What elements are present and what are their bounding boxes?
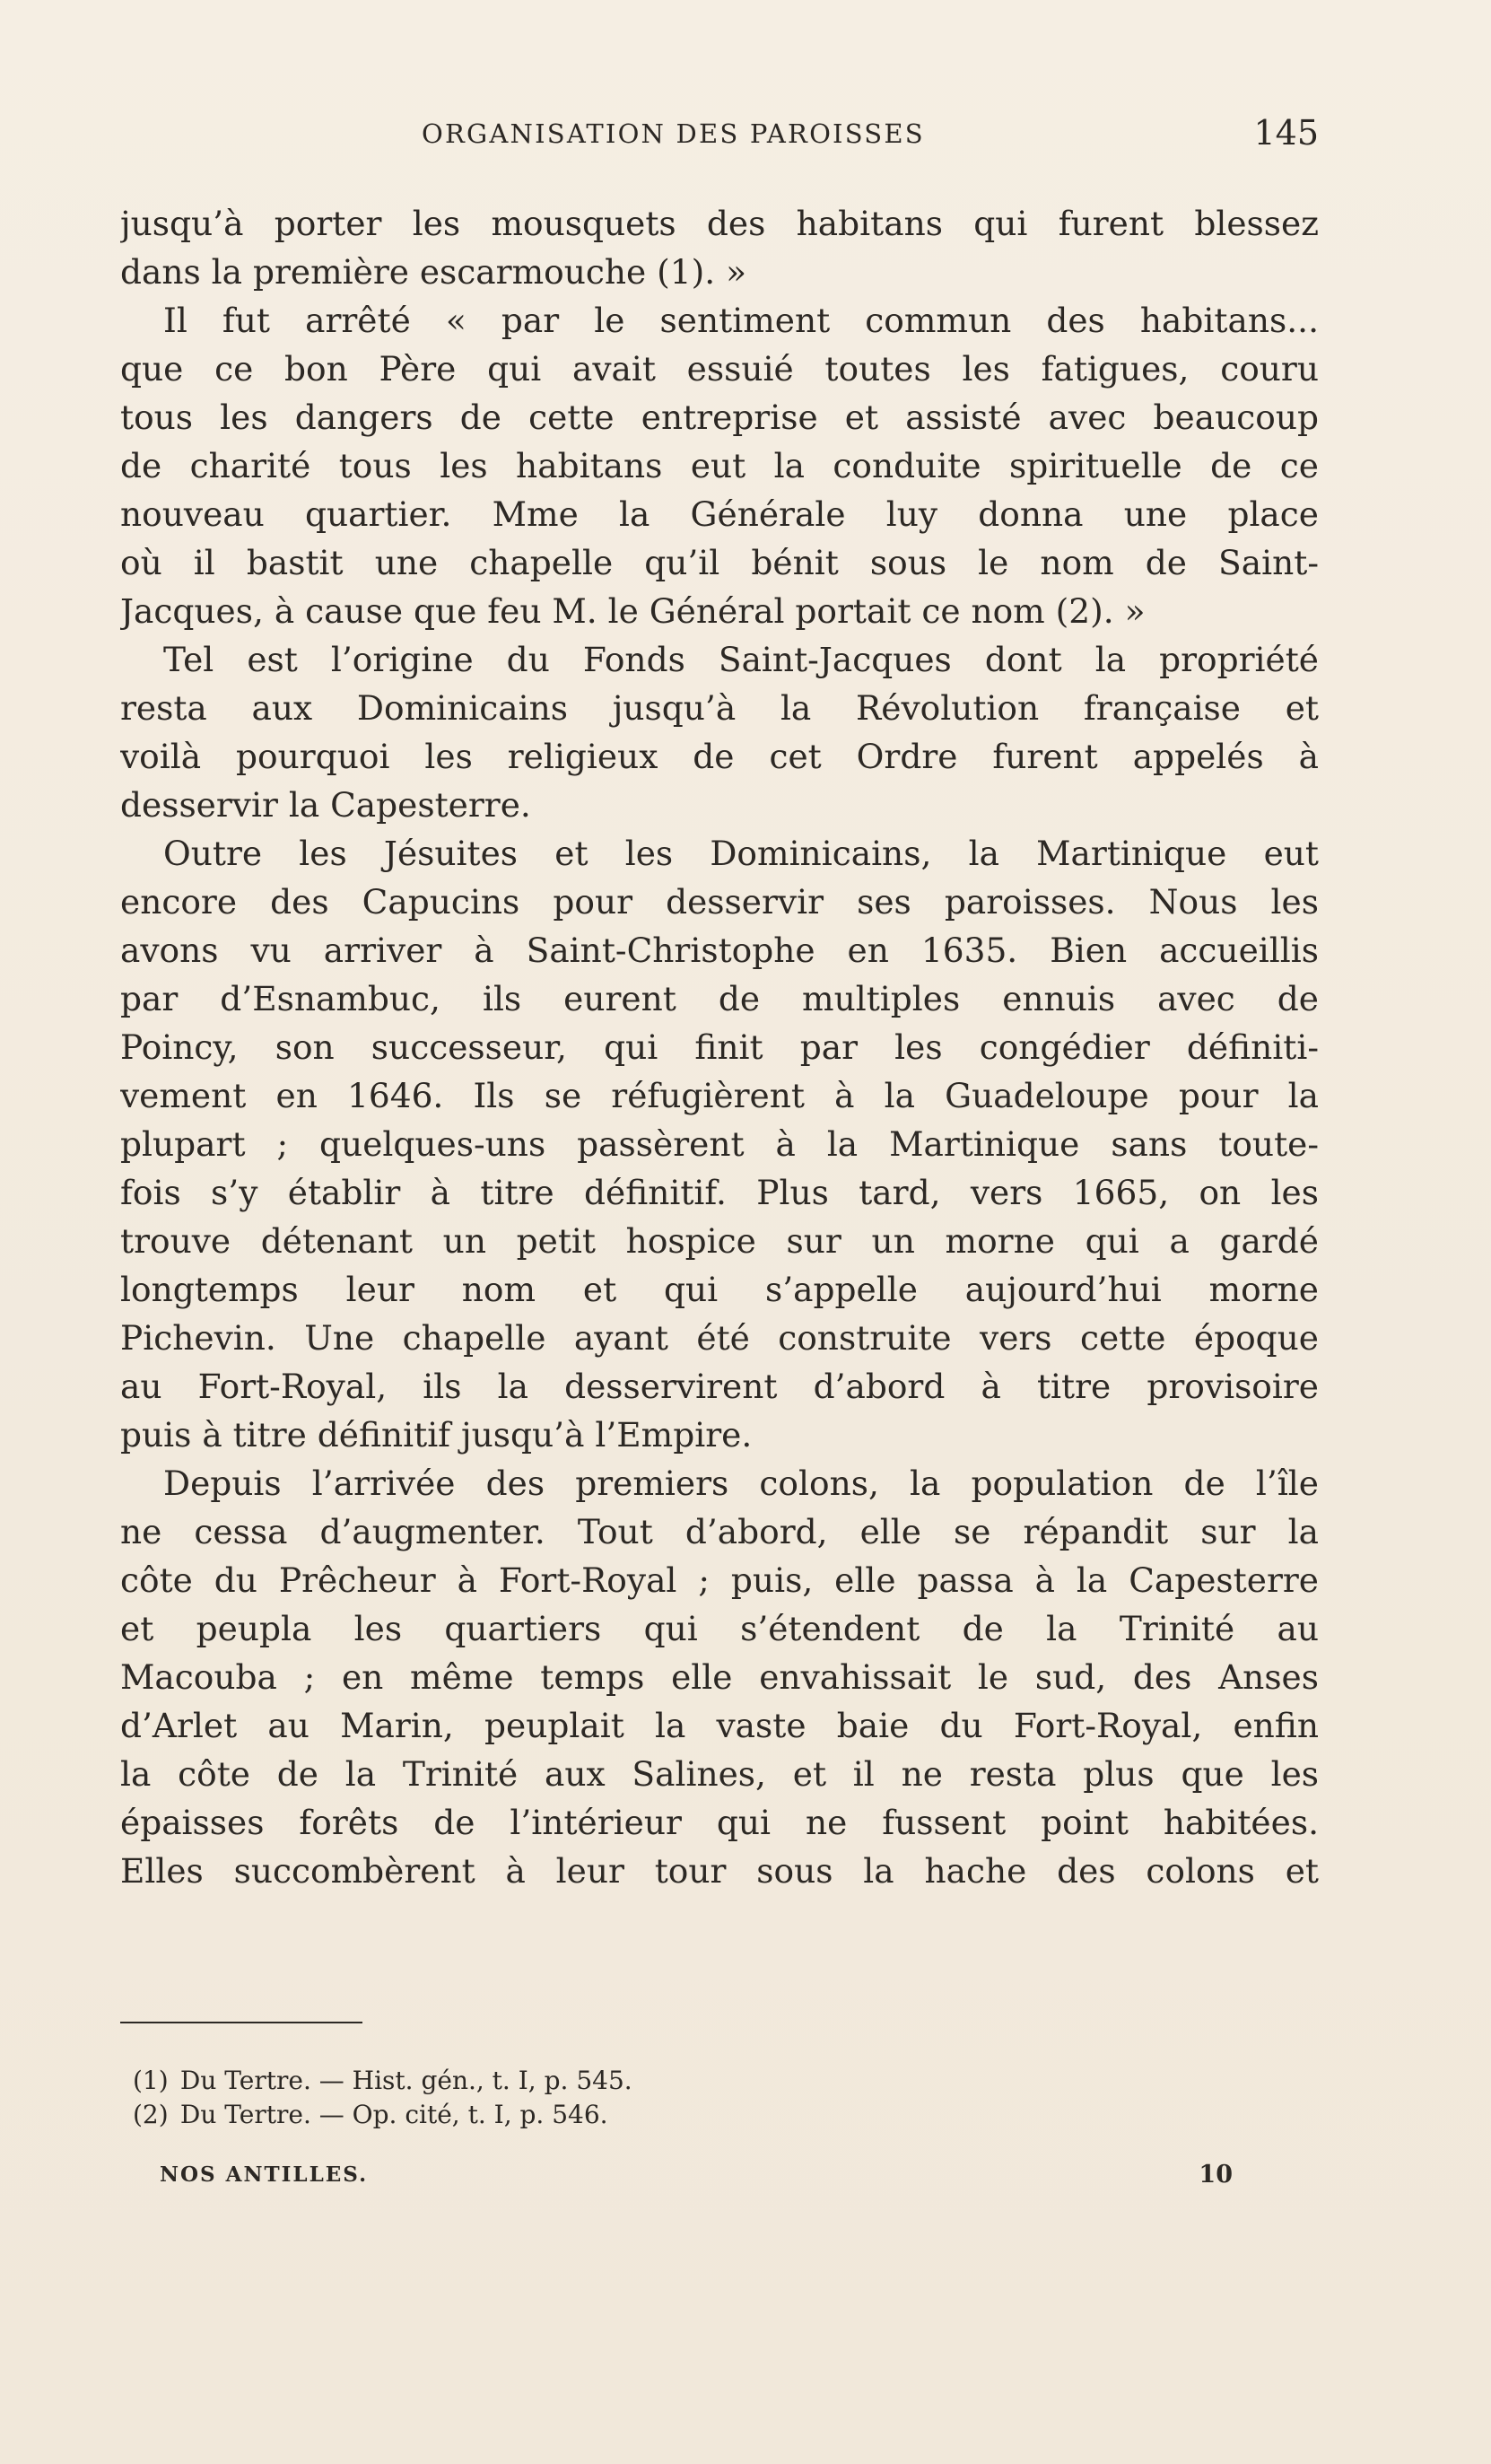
signature-number: 10 [1199, 2161, 1233, 2189]
text-line: Jacques, à cause que feu M. le Général portait ce nom (2). » [120, 591, 1146, 631]
text-line: par d’Esnambuc, ils eurent de multiples ennuis avec de [120, 979, 1319, 1018]
text-line: plupart ; quelques-uns passèrent à la Martinique sans toute- [120, 1124, 1319, 1164]
paragraph-start-line: Tel est l’origine du Fonds Saint-Jacques dont la propriété [163, 640, 1319, 679]
footnote-2 [133, 2098, 940, 2132]
text-line: tous les dangers de cette entreprise et assisté avec beaucoup [120, 398, 1319, 437]
paragraph-start-line: Outre les Jésuites et les Dominicains, la Martinique eut [163, 834, 1319, 873]
text-line: Pichevin. Une chapelle ayant été construite vers cette époque [120, 1318, 1319, 1358]
text-line: de charité tous les habitans eut la conduite spirituelle de ce [120, 446, 1319, 485]
text-line: côte du Prêcheur à Fort-Royal ; puis, elle passa à la Capesterre [120, 1560, 1319, 1600]
text-line: Poincy, son successeur, qui finit par les congédier définiti- [120, 1027, 1319, 1067]
text-line: fois s’y établir à titre définitif. Plus tard, vers 1665, on les [120, 1173, 1319, 1212]
running-title: ORGANISATION DES PAROISSES [422, 118, 925, 149]
text-line: voilà pourquoi les religieux de cet Ordre furent appelés à [120, 737, 1319, 776]
footnote-number: (2) [133, 2100, 169, 2129]
text-line: dans la première escarmouche (1). » [120, 252, 747, 292]
text-line: où il bastit une chapelle qu’il bénit sous le nom de Saint- [120, 543, 1319, 582]
text-line: resta aux Dominicains jusqu’à la Révolution française et [120, 688, 1319, 728]
text-line: desservir la Capesterre. [120, 785, 531, 825]
footnote-text: Du Tertre. — Hist. gén., t. I, p. 545. [179, 2066, 632, 2095]
text-line: nouveau quartier. Mme la Générale luy donna une place [120, 494, 1319, 534]
text-line: et peupla les quartiers qui s’étendent de la Trinité au [120, 1609, 1319, 1648]
text-line: puis à titre définitif jusqu’à l’Empire. [120, 1415, 753, 1455]
text-line: d’Arlet au Marin, peuplait la vaste baie du Fort-Royal, enfin [120, 1706, 1319, 1745]
body-text [120, 199, 1319, 1895]
text-line: au Fort-Royal, ils la desservirent d’abord à titre provisoire [120, 1367, 1319, 1406]
text-line: Macouba ; en même temps elle envahissait le sud, des Anses [120, 1657, 1319, 1697]
text-line: vement en 1646. Ils se réfugièrent à la Guadeloupe pour la [120, 1076, 1319, 1115]
text-line: que ce bon Père qui avait essuié toutes les fatigues, couru [120, 349, 1319, 389]
footnote-text: Du Tertre. — Op. cité, t. I, p. 546. [179, 2100, 608, 2129]
page-number: 145 [1253, 113, 1319, 153]
text-line: encore des Capucins pour desservir ses paroisses. Nous les [120, 882, 1319, 922]
footnote-number: (1) [133, 2066, 169, 2095]
text-line: ne cessa d’augmenter. Tout d’abord, elle se répandit sur la [120, 1512, 1319, 1551]
printer-signature [160, 2163, 1233, 2198]
text-line: la côte de la Trinité aux Salines, et il ne resta plus que les [120, 1754, 1319, 1794]
text-line: longtemps leur nom et qui s’appelle aujourd’hui morne [120, 1270, 1319, 1309]
footnote-divider [120, 2022, 362, 2023]
text-line: trouve détenant un petit hospice sur un morne qui a gardé [120, 1221, 1319, 1261]
signature-label: NOS ANTILLES. [160, 2163, 369, 2187]
paragraph-start-line: Il fut arrêté « par le sentiment commun des habitans... [163, 301, 1319, 340]
text-line: avons vu arriver à Saint-Christophe en 1635. Bien accueillis [120, 931, 1319, 970]
text-line: épaisses forêts de l’intérieur qui ne fussent point habitées. [120, 1803, 1319, 1842]
paragraph-start-line: Depuis l’arrivée des premiers colons, la population de l’île [163, 1464, 1319, 1503]
text-line: Elles succombèrent à leur tour sous la hache des colons et [120, 1851, 1319, 1891]
footnotes [133, 2064, 940, 2132]
page-header [120, 109, 1319, 163]
footnote-1 [133, 2064, 940, 2098]
text-line: jusqu’à porter les mousquets des habitans qui furent blessez [120, 204, 1319, 243]
